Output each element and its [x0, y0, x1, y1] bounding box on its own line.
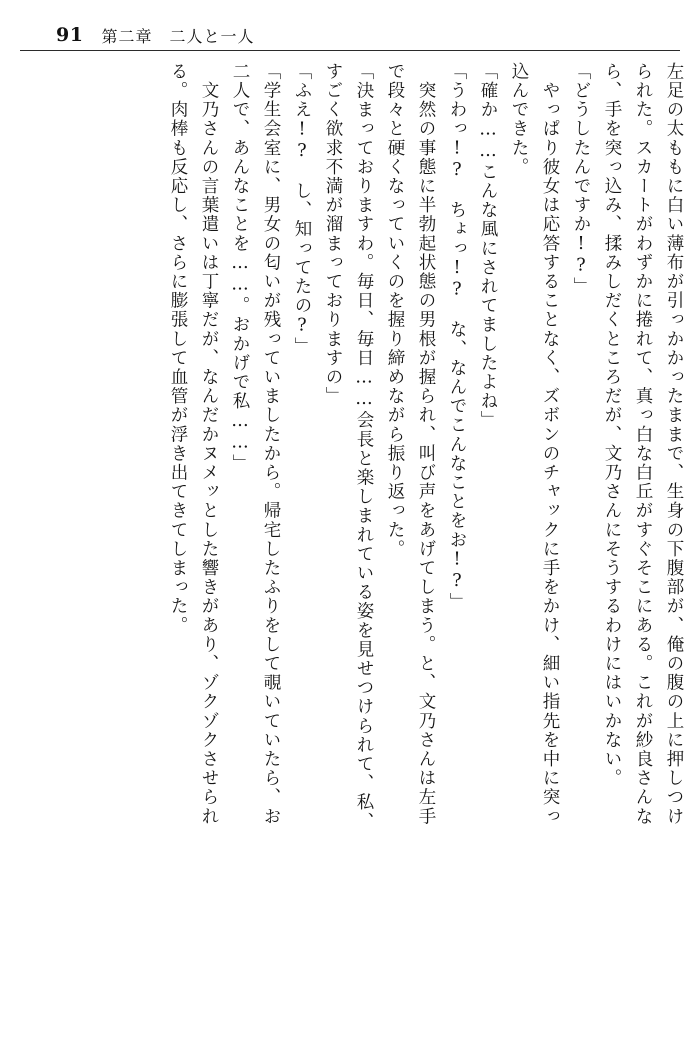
text-column: で段々と硬くなっていくのを握り締めながら振り返った。	[385, 62, 405, 559]
text-column: 二人で、あんなことを……。おかげで私……」	[230, 62, 250, 474]
chapter-title: 第二章 二人と一人	[101, 26, 255, 46]
text-column: やっぱり彼女は応答することなく、ズボンのチャックに手をかけ、細い指先を中に突っ	[540, 62, 560, 826]
text-column: 「決まっておりますわ。毎日、毎日……会長と楽しまれている姿を見せつけられて、私、	[354, 62, 374, 831]
text-column: ら、手を突っ込み、揉みしだくところだが、文乃さんにそうするわけにはいかない。	[602, 62, 622, 788]
text-column: 込んできた。	[509, 62, 529, 177]
page-header	[56, 18, 644, 52]
text-column: 「どうしたんですか!?」	[571, 62, 591, 297]
text-column: 突然の事態に半勃起状態の男根が握られ、叫び声をあげてしまう。と、文乃さんは左手	[416, 62, 436, 826]
text-column: すごく欲求不満が溜まっておりますの」	[323, 62, 343, 406]
vertical-text-body	[22, 62, 682, 1040]
text-column: る。肉棒も反応し、さらに膨張して血管が浮き出てきてしまった。	[168, 62, 188, 635]
header-divider	[20, 50, 680, 51]
page-number: 91	[56, 24, 84, 46]
text-column: られた。スカートがわずかに捲れて、真っ白な白丘がすぐそこにある。これが紗良さんな	[633, 62, 653, 826]
text-column: 左足の太ももに白い薄布が引っかかったままで、生身の下腹部が、俺の腹の上に押しつけ	[664, 62, 684, 826]
text-column: 「確か……こんな風にされてましたよね」	[478, 62, 498, 430]
text-column: 文乃さんの言葉遣いは丁寧だが、なんだかヌメッとした響きがあり、ゾクゾクさせられ	[199, 62, 219, 826]
text-column: 「ふえ!? し、知ってたの?」	[292, 62, 312, 356]
text-column: 「学生会室に、男女の匂いが残っていましたから。帰宅したふりをして覗いていたら、お	[261, 62, 281, 826]
text-column: 「うわっ!? ちょっ!? な、なんでこんなことをお!?」	[447, 62, 467, 612]
